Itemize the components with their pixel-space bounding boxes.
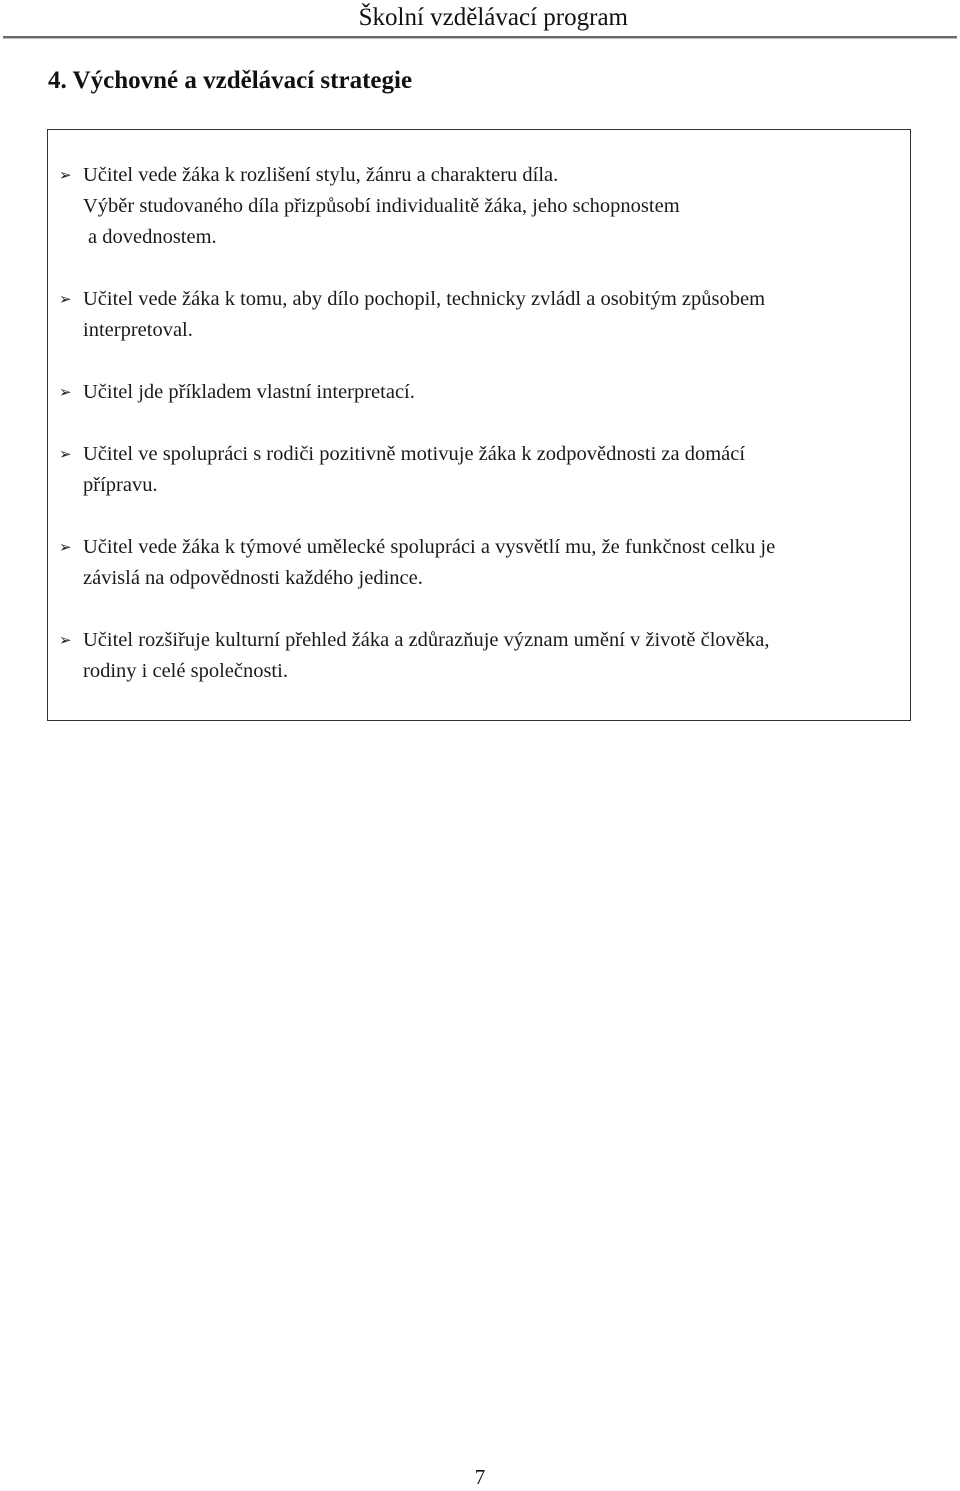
strategy-item <box>48 160 910 253</box>
running-header: Školní vzdělávací program <box>358 4 628 31</box>
strategy-item <box>48 377 910 408</box>
strategy-box <box>47 129 911 721</box>
strategy-line: rodiny i celé společnosti. <box>83 660 288 682</box>
strategy-line: Učitel vede žáka k rozlišení stylu, žánru a charakteru díla. <box>83 164 559 186</box>
strategy-list <box>48 160 910 718</box>
strategy-line: Učitel ve spolupráci s rodiči pozitivně motivuje žáka k zodpovědnosti za domácí <box>83 443 746 465</box>
strategy-item <box>48 439 910 501</box>
strategy-line: interpretoval. <box>83 319 193 341</box>
arrowhead-bullet-icon: ➢ <box>59 166 72 184</box>
arrowhead-bullet-icon: ➢ <box>59 538 72 556</box>
strategy-line: Učitel vede žáka k týmové umělecké spolupráci a vysvětlí mu, že funkčnost celku je <box>83 536 776 558</box>
header-rule <box>3 36 957 39</box>
strategy-line: Učitel rozšiřuje kulturní přehled žáka a zdůrazňuje význam umění v životě člověka, <box>83 629 770 651</box>
strategy-line: závislá na odpovědnosti každého jedince. <box>83 567 423 589</box>
section-heading: 4. Výchovné a vzdělávací strategie <box>48 67 413 94</box>
strategy-line: Učitel jde příkladem vlastní interpretací. <box>83 381 415 403</box>
page-number: 7 <box>474 1465 486 1489</box>
arrowhead-bullet-icon: ➢ <box>59 631 72 649</box>
strategy-line: Učitel vede žáka k tomu, aby dílo pochopil, technicky zvládl a osobitým způsobem <box>83 288 766 310</box>
arrowhead-bullet-icon: ➢ <box>59 290 72 308</box>
strategy-item <box>48 284 910 346</box>
arrowhead-bullet-icon: ➢ <box>59 445 72 463</box>
strategy-item <box>48 532 910 594</box>
strategy-line: Výběr studovaného díla přizpůsobí individualitě žáka, jeho schopnostem <box>83 195 680 217</box>
strategy-line: a dovednostem. <box>88 226 217 248</box>
arrowhead-bullet-icon: ➢ <box>59 383 72 401</box>
strategy-line: přípravu. <box>83 474 158 496</box>
strategy-item <box>48 625 910 687</box>
